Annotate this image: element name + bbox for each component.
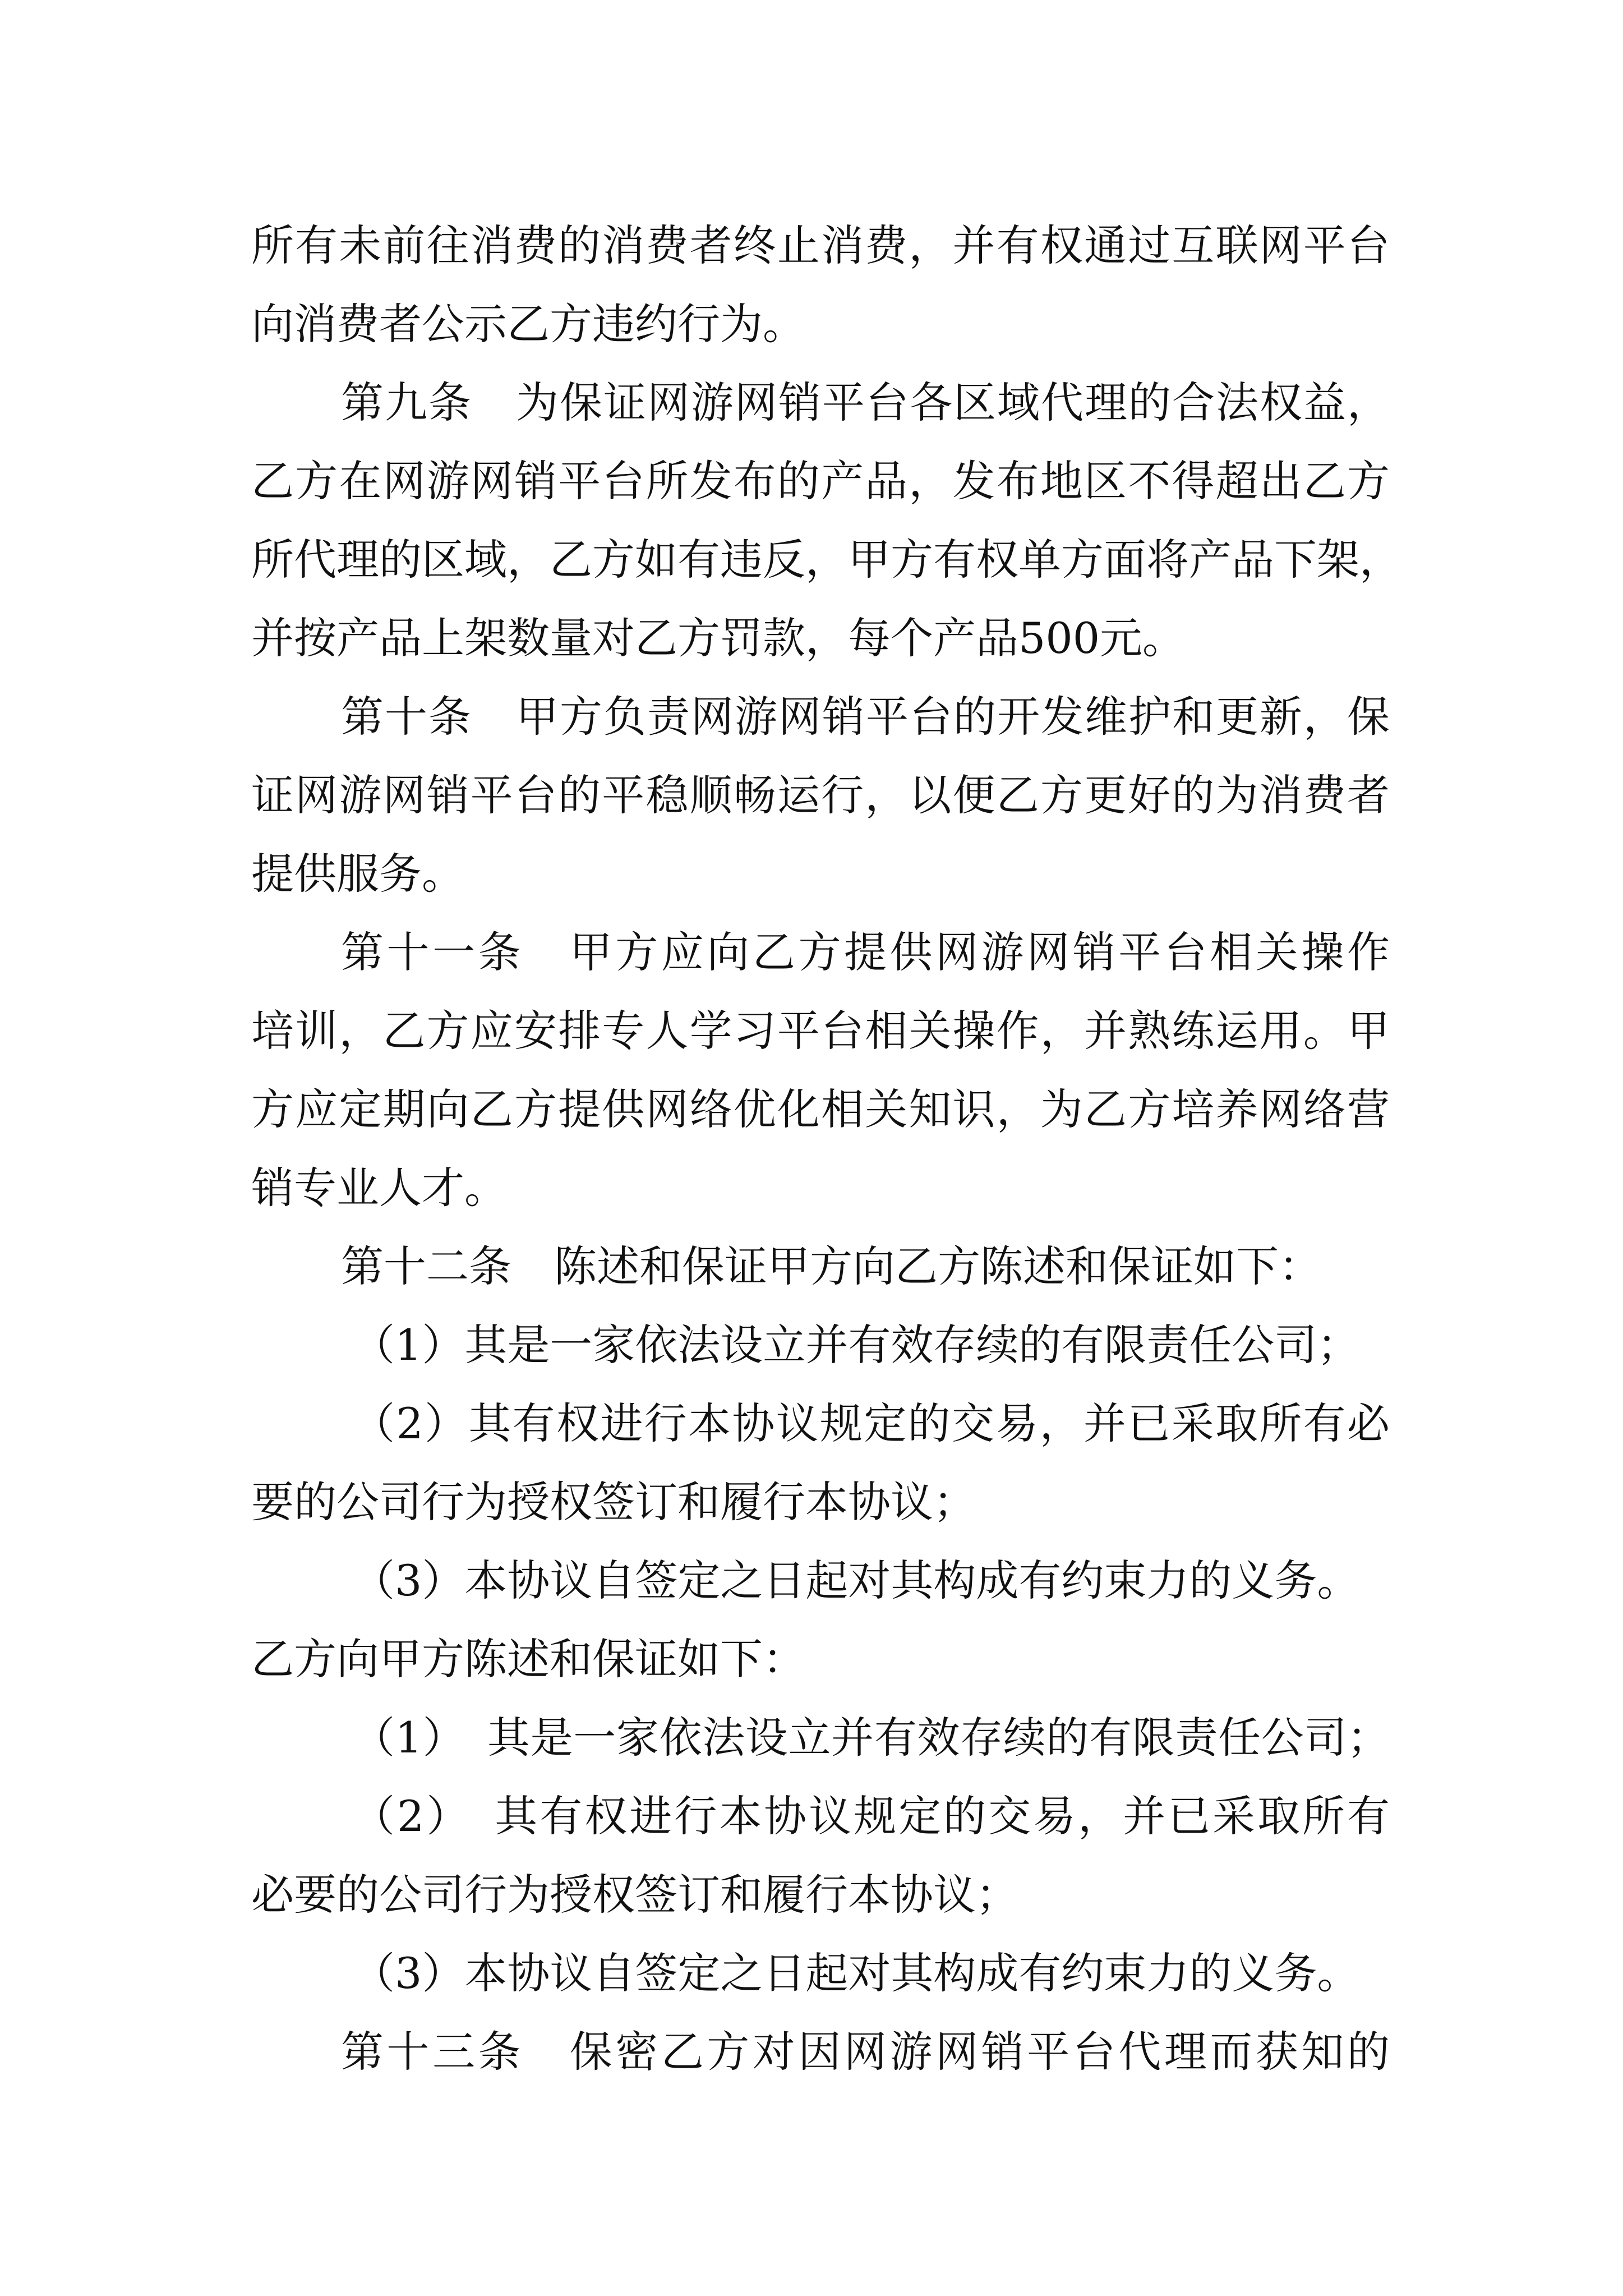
article-9-heading-line: 第九条 为保证网游网销平台各区域代理的合法权益，: [341, 378, 1390, 427]
text-line: 要的公司行为授权签订和履行本协议；: [251, 1477, 976, 1527]
text-line: 乙方向甲方陈述和保证如下：: [251, 1634, 805, 1684]
article-11-heading-line: 第十一条 甲方应向乙方提供网游网销平台相关操作: [341, 927, 1390, 977]
list-item-line: （1） 其是一家依法设立并有效存续的有限责任公司；: [352, 1713, 1390, 1763]
text-line: 乙方在网游网销平台所发布的产品，发布地区不得超出乙方: [251, 456, 1390, 506]
list-item-line: （3）本协议自签定之日起对其构成有约束力的义务。: [352, 1948, 1360, 1998]
text-line: 证网游网销平台的平稳顺畅运行，以便乙方更好的为消费者: [251, 770, 1390, 820]
article-10-heading-line: 第十条 甲方负责网游网销平台的开发维护和更新，保: [341, 692, 1390, 742]
text-line: 向消费者公示乙方违约行为。: [251, 299, 805, 349]
text-line: 提供服务。: [251, 849, 464, 899]
list-item-line: （3）本协议自签定之日起对其构成有约束力的义务。: [352, 1556, 1360, 1605]
list-item-line: （2） 其有权进行本协议规定的交易，并已采取所有: [352, 1791, 1390, 1841]
text-line: 并按产品上架数量对乙方罚款，每个产品500元。: [251, 613, 1186, 663]
text-line: 方应定期向乙方提供网络优化相关知识，为乙方培养网络营: [251, 1084, 1390, 1134]
text-line: 所代理的区域，乙方如有违反，甲方有权单方面将产品下架，: [251, 535, 1402, 585]
list-item-line: （1）其是一家依法设立并有效存续的有限责任公司；: [352, 1320, 1360, 1370]
text-line: 必要的公司行为授权签订和履行本协议；: [251, 1870, 1018, 1920]
list-item-line: （2）其有权进行本协议规定的交易，并已采取所有必: [352, 1398, 1390, 1448]
text-line: 培训，乙方应安排专人学习平台相关操作，并熟练运用。甲: [251, 1006, 1390, 1056]
text-line: 销专业人才。: [251, 1163, 507, 1213]
text-line: 所有未前往消费的消费者终止消费，并有权通过互联网平台: [251, 220, 1390, 270]
article-12-heading-line: 第十二条 陈述和保证甲方向乙方陈述和保证如下：: [341, 1241, 1321, 1291]
article-13-heading-line: 第十三条 保密乙方对因网游网销平台代理而获知的: [341, 2027, 1390, 2077]
